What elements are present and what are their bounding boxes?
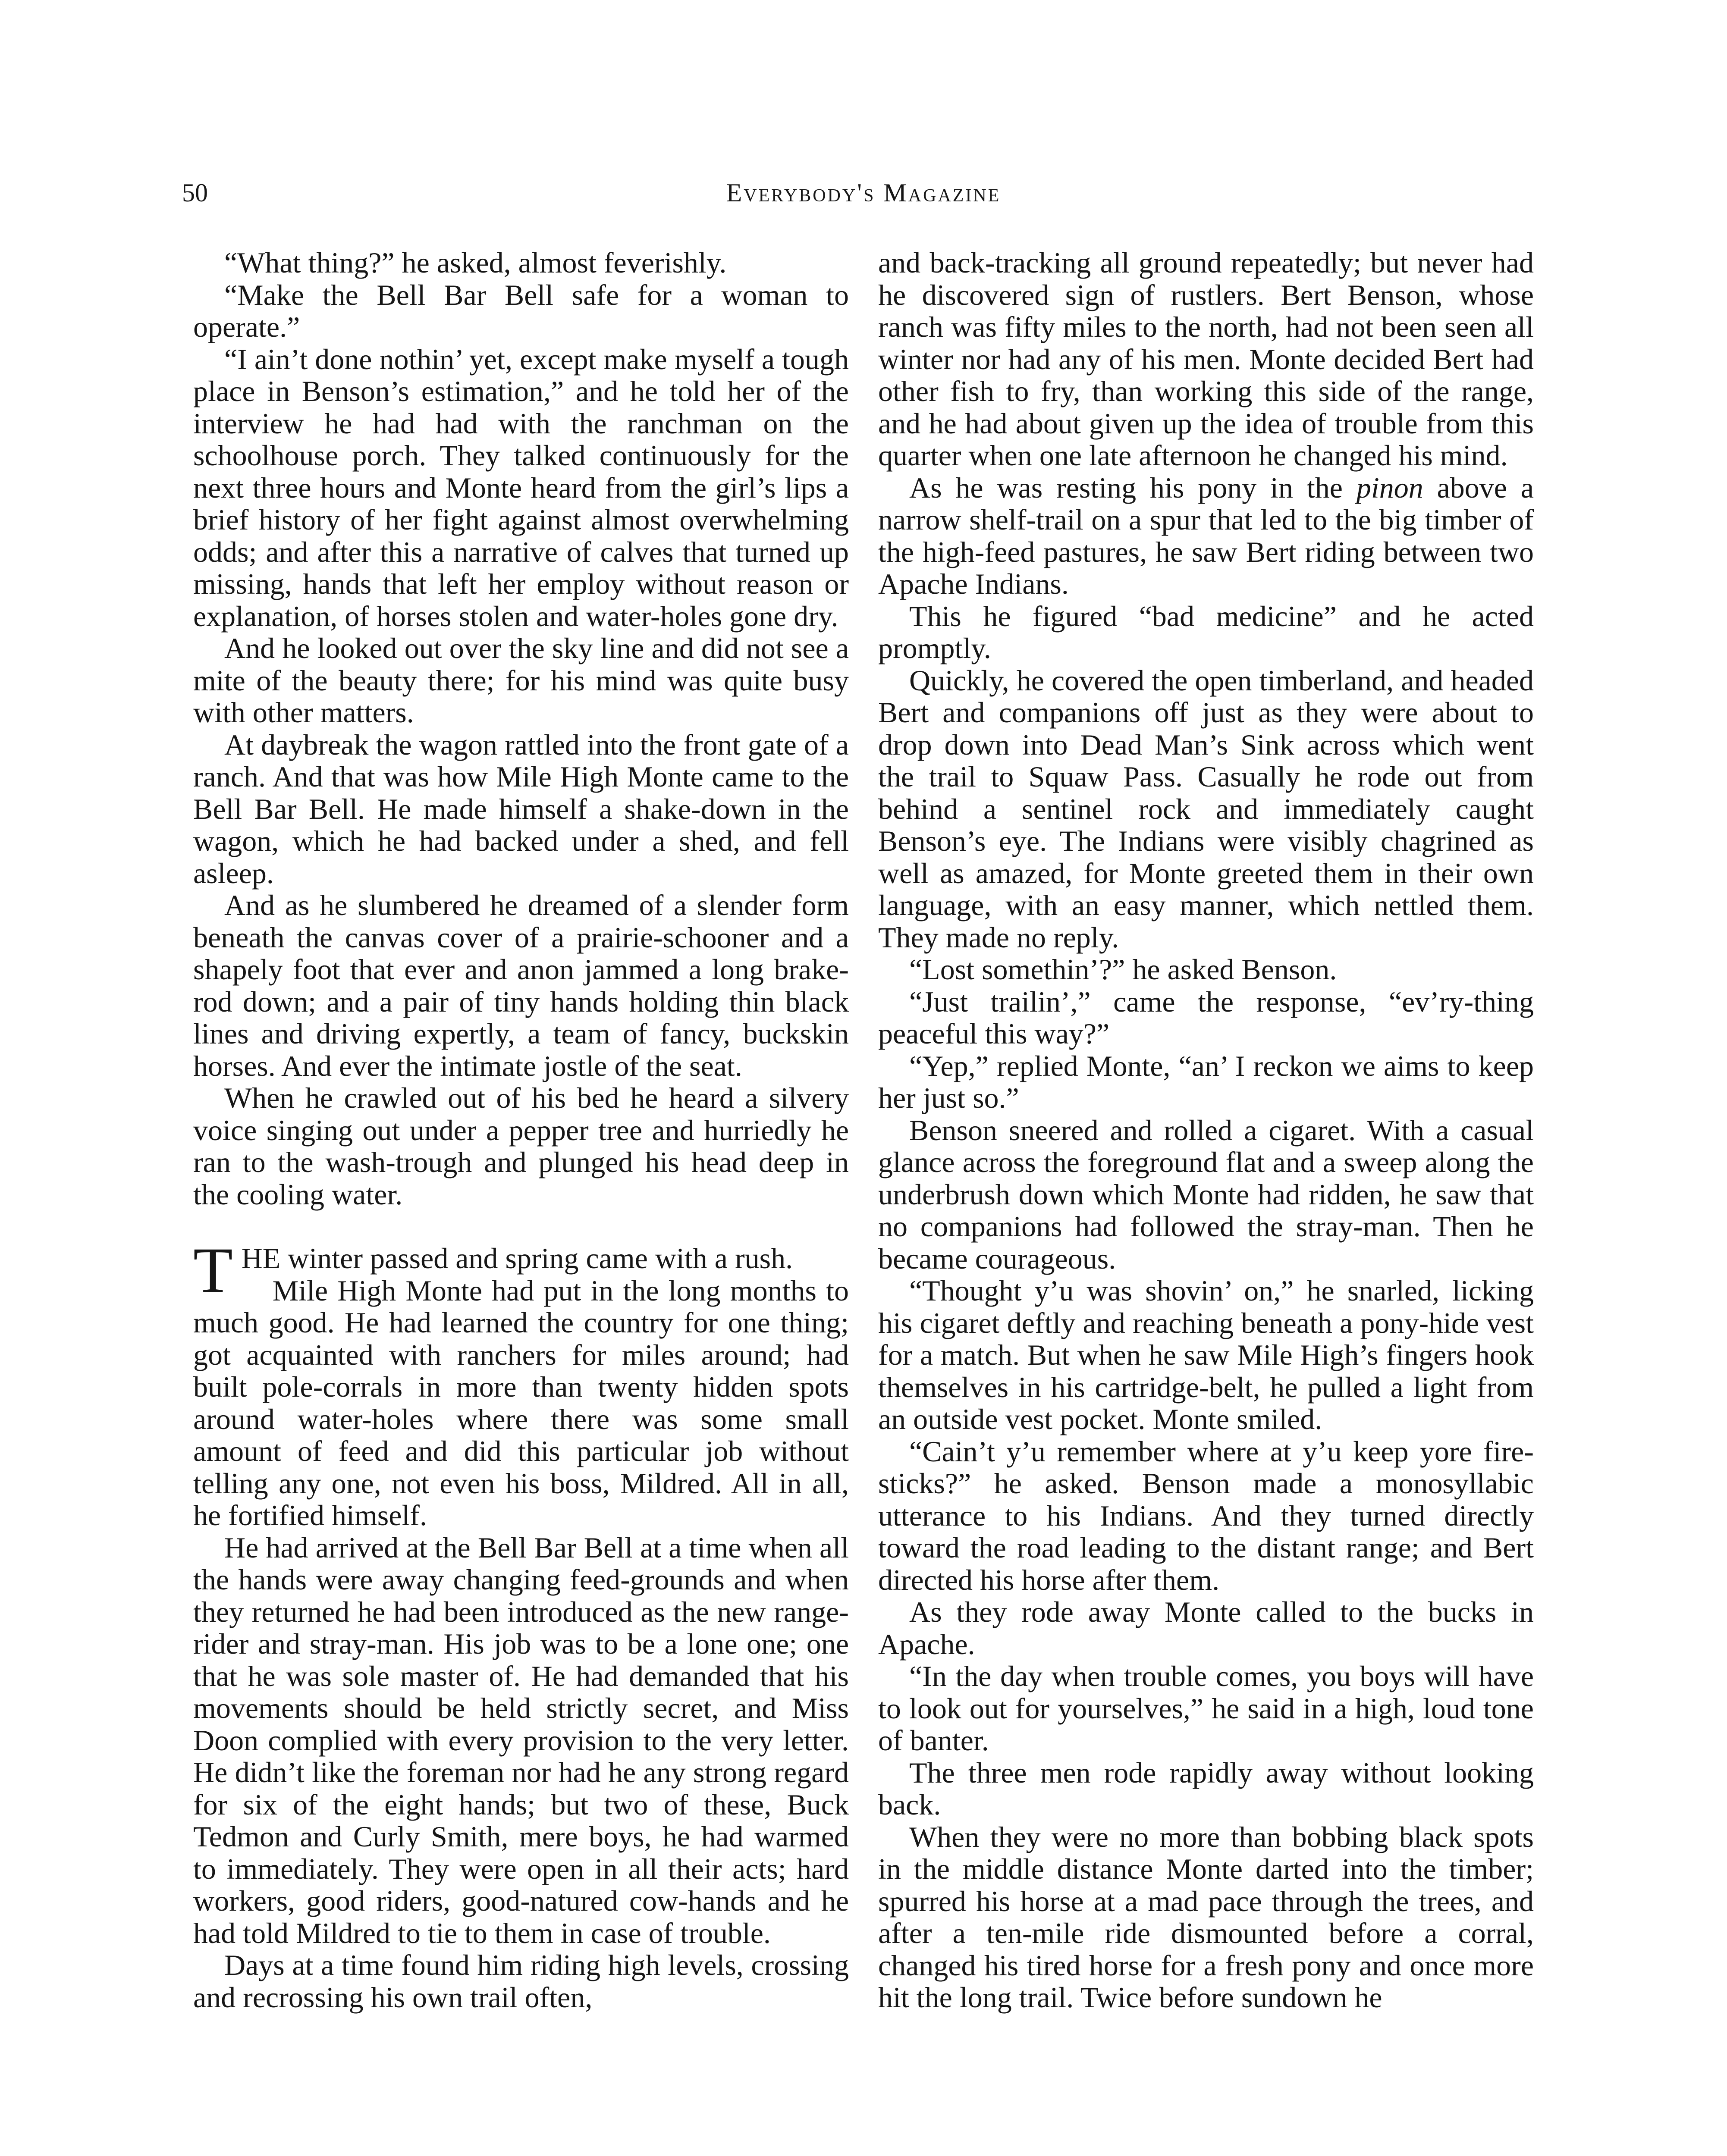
paragraph: “Thought y’u was shovin’ on,” he snarled, licking his cigaret deftly and reaching beneath a pony-hide vest for a match. But when he saw Mile High’s fingers hook themselves in his cartridge-belt, he pulled a light from an outside vest pocket. Monte smiled. [878, 1274, 1534, 1435]
paragraph: Benson sneered and rolled a cigaret. With a casual glance across the foreground flat and a sweep along the underbrush down which Monte had ridden, he saw that no companions had followed the stray-man. Then he became courageous. [878, 1113, 1534, 1275]
paragraph: Days at a time found him riding high levels, crossing and recrossing his own trail often, [193, 1949, 849, 2014]
running-title: Everybody's Magazine [726, 179, 1001, 207]
paragraph: “Lost somethin’?” he asked Benson. [909, 953, 1337, 986]
paragraph [878, 472, 1534, 600]
continued-paragraph: and back-tracking all ground repeatedly; but never had he discovered sign of rustlers. Bert Benson, whose ranch was fifty miles to the north, had not been seen all winter nor had any of his men. Monte decided Bert had other fish to fry, than working this side of the range, and he had about given up the idea of trouble from this quarter when one late afternoon he changed his mind. [878, 247, 1534, 472]
section-opening-paragraph [193, 1235, 849, 1306]
paragraph: As they rode away Monte called to the bucks in Apache. [878, 1595, 1534, 1661]
paragraph: This he figured “bad medicine” and he acted promptly. [878, 599, 1534, 664]
paragraph: When he crawled out of his bed he heard a silvery voice singing out under a pepper tree and hurriedly he ran to the wash-trough and plunged his head deep in the cooling water. [193, 1081, 849, 1211]
paragraph: And he looked out over the sky line and did not see a mite of the beauty there; for his mind was quite busy with other matters. [193, 632, 849, 729]
paragraph: At daybreak the wagon rattled into the front gate of a ranch. And that was how Mile High Monte came to the Bell Bar Bell. He made himself a shake-down in the wagon, which he had backed under a shed, and fell asleep. [193, 728, 849, 890]
paragraph: He had arrived at the Bell Bar Bell at a time when all the hands were away changing feed-grounds and when they returned he had been introduced as the new range-rider and stray-man. His job was to be a lone one; one that he was sole master of. He had demanded that his movements should be held strictly secret, and Miss Doon complied with every provision to the very letter. He didn’t like the foreman nor had he any strong regard for six of the eight hands; but two of these, Buck Tedmon and Curly Smith, mere boys, he had warmed to immediately. They were open in all their acts; hard workers, good riders, good-natured cow-hands and he had told Mildred to tie to them in case of trouble. [193, 1531, 849, 1949]
drop-cap: T [193, 1235, 233, 1306]
paragraph: When they were no more than bobbing black spots in the middle distance Monte darted into the timber; spurred his horse at a mad pace through the trees, and after a ten-mile ride dismounted before a corral, changed his tired horse for a fresh pony and once more hit the long trail. Twice before sundown he [878, 1820, 1534, 2014]
paragraph: “Cain’t y’u remember where at y’u keep yore fire-sticks?” he asked. Benson made a monosyllabic utterance to his Indians. And they turned directly toward the road leading to the distant range; and Bert directed his horse after them. [878, 1435, 1534, 1596]
paragraph: “Yep,” replied Monte, “an’ I reckon we aims to keep her just so.” [878, 1049, 1534, 1114]
page-header [182, 173, 1545, 212]
paragraph-text: above a narrow shelf-trail on a spur that led to the big timber of the high-feed pastures, he saw Bert riding between two Apache Indians. [878, 471, 1534, 600]
paragraph-text: HE winter passed and spring came with a rush. [241, 1242, 793, 1275]
paragraph: “Make the Bell Bar Bell safe for a woman to operate.” [193, 278, 849, 343]
paragraph: “What thing?” he asked, almost feverishly. [224, 247, 727, 279]
paragraph: Mile High Monte had put in the long months to much good. He had learned the country for one thing; got acquainted with ranchers for miles around; had built pole-corrals in more than twenty hidden spots around water-holes where there was some small amount of feed and did this particular job without telling any one, not even his boss, Mildred. All in all, he fortified himself. [193, 1274, 849, 1532]
paragraph: Quickly, he covered the open timberland, and headed Bert and companions off just as they were about to drop down into Dead Man’s Sink across which went the trail to Squaw Pass. Casually he rode out from behind a sentinel rock and immediately caught Benson’s eye. The Indians were visibly chagrined as well as amazed, for Monte greeted them in their own language, with an easy manner, which nettled them. They made no reply. [878, 664, 1534, 954]
page-number: 50 [182, 179, 208, 207]
left-column [193, 247, 849, 2156]
paragraph: “In the day when trouble comes, you boys will have to look out for yourselves,” he said in a high, loud tone of banter. [878, 1660, 1534, 1757]
paragraph: And as he slumbered he dreamed of a slender form beneath the canvas cover of a prairie-schooner and a shapely foot that ever and anon jammed a long brake-rod down; and a pair of tiny hands holding thin black lines and driving expertly, a team of fancy, buckskin horses. And ever the intimate jostle of the seat. [193, 889, 849, 1082]
paragraph: The three men rode rapidly away without looking back. [878, 1756, 1534, 1821]
right-column [878, 247, 1534, 2156]
paragraph: “Just trailin’,” came the response, “ev’ry-thing peaceful this way?” [878, 985, 1534, 1050]
italic-word: pinon [1356, 471, 1423, 504]
paragraph: “I ain’t done nothin’ yet, except make myself a tough place in Benson’s estimation,” and he told her of the interview he had had with the ranchman on the schoolhouse porch. They talked continuously for the next three hours and Monte heard from the girl’s lips a brief history of her fight against almost overwhelming odds; and after this a narrative of calves that turned up missing, hands that left her employ without reason or explanation, of horses stolen and water-holes gone dry. [193, 342, 849, 633]
paragraph-text: As he was resting his pony in the [909, 471, 1356, 504]
